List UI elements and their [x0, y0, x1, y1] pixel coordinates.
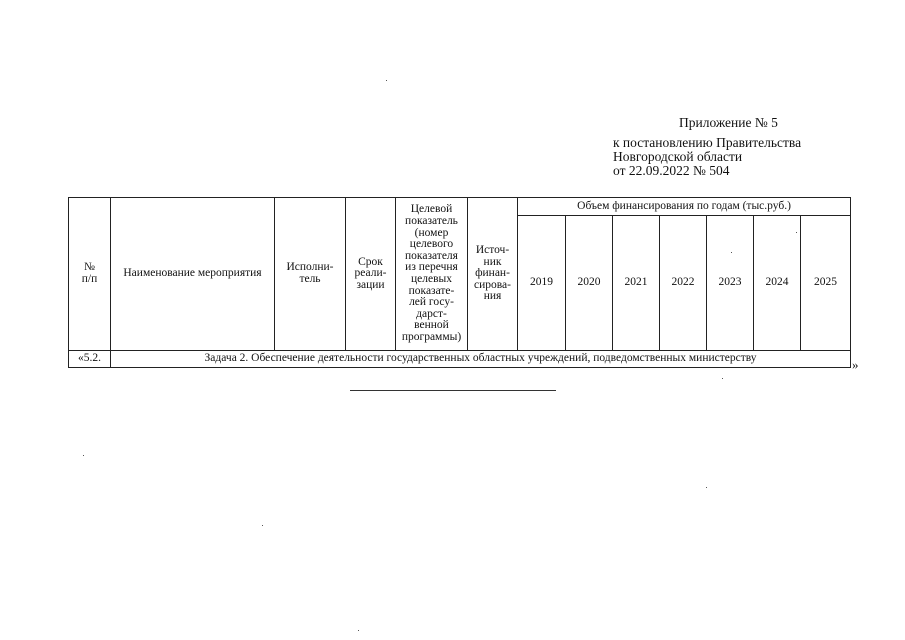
header-source: [468, 198, 518, 351]
scan-speck: [722, 378, 723, 379]
task-number: «5.2.: [69, 351, 111, 368]
header-year-2022: 2022: [660, 216, 707, 351]
scan-speck: [358, 630, 359, 631]
divider-line: [350, 390, 556, 391]
appendix-line-2: Новгородской области: [613, 149, 743, 164]
header-number: [69, 198, 111, 351]
header-indicator-text: Целевой показатель (номер целевого показателя из перечня целевых показате- лей госу- дарст- венной программы): [401, 203, 462, 343]
header-year-2023: 2023: [707, 216, 754, 351]
header-year-2024: 2024: [754, 216, 801, 351]
scan-speck: [262, 525, 263, 526]
scan-speck: [796, 232, 797, 233]
appendix-line-3: от 22.09.2022 № 504: [613, 163, 730, 178]
scan-speck: [83, 455, 84, 456]
header-period-text: Срок реали- зации: [354, 255, 387, 291]
scan-speck: [706, 487, 707, 488]
task-row: [69, 351, 851, 368]
appendix-number: Приложение № 5: [679, 115, 778, 130]
header-financing: Объем финансирования по годам (тыс.руб.): [518, 198, 851, 216]
header-year-2019: 2019: [518, 216, 566, 351]
appendix-header: [613, 116, 801, 178]
appendix-line-1: к постановлению Правительства: [613, 135, 802, 150]
header-executor: [275, 198, 346, 351]
task-text: Задача 2. Обеспечение деятельности государственных областных учреждений, подведомственных министерству: [111, 351, 851, 368]
header-executor-text: Исполни- тель: [286, 261, 334, 285]
scan-speck: [386, 80, 387, 81]
closing-quote: »: [852, 357, 859, 372]
financing-table: [68, 197, 851, 368]
header-year-2021: 2021: [613, 216, 660, 351]
header-source-text: Источ- ник финан- сирова- ния: [474, 244, 511, 303]
header-year-2025: 2025: [801, 216, 851, 351]
scan-speck: [731, 252, 732, 253]
header-period: [346, 198, 396, 351]
header-number-text: № п/п: [81, 261, 98, 285]
header-year-2020: 2020: [566, 216, 613, 351]
header-indicator: [396, 198, 468, 351]
header-name: Наименование мероприятия: [111, 198, 275, 351]
